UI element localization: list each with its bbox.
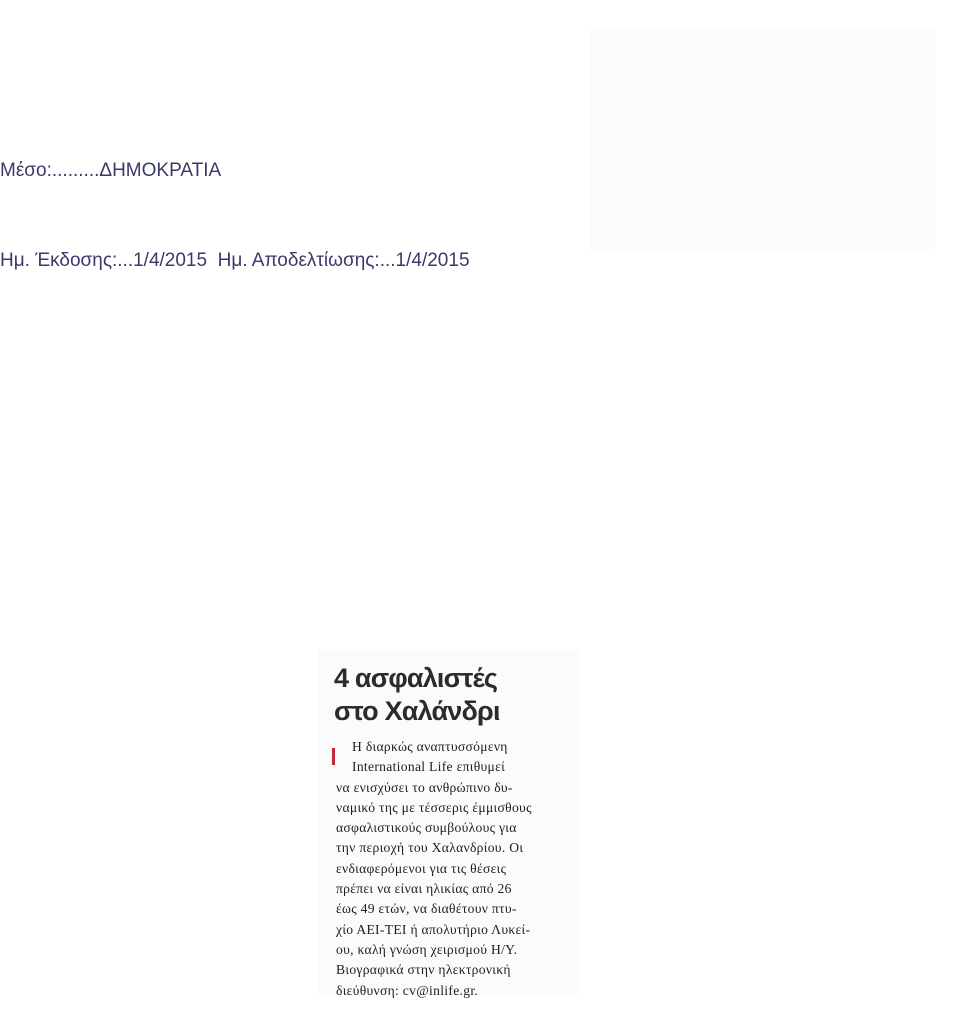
title-line-1: 4 ασφαλιστές [334, 663, 498, 693]
body-line: International Life επιθυμεί [352, 759, 506, 775]
dates-line: Ημ. Έκδοσης:...1/4/2015 Ημ. Αποδελτίωσης:...1/4/2015 [0, 250, 470, 271]
body-line: χίο ΑΕΙ-ΤΕΙ ή απολυτήριο Λυκεί- [336, 921, 531, 937]
body-line: να ενισχύσει το ανθρώπινο δυ- [336, 779, 513, 795]
source-line: Μέσο:.........ΔΗΜΟΚΡΑΤΙΑ [0, 160, 222, 181]
title-line-2: στο Χαλάνδρι [334, 696, 500, 726]
body-line: πρέπει να είναι ηλικίας από 26 [336, 881, 512, 897]
body-line: ασφαλιστικούς συμβούλους για [336, 820, 517, 836]
article-start-marker [332, 748, 335, 765]
faint-scan-area [590, 28, 935, 250]
body-line: ου, καλή γνώση χειρισμού Η/Υ. [336, 941, 518, 957]
body-line: έως 49 ετών, να διαθέτουν πτυ- [336, 901, 517, 917]
body-line: διεύθυνση: cv@inlife.gr. [336, 982, 479, 998]
body-line: ενδιαφερόμενοι για τις θέσεις [336, 860, 507, 876]
article-title [334, 662, 574, 728]
body-line: Βιογραφικά στην ηλεκτρονική [336, 962, 511, 978]
body-line: ναμικό της με τέσσερις έμμισθους [336, 799, 532, 815]
clipping-metadata [0, 96, 470, 306]
body-line: την περιοχή του Χαλανδρίου. Οι [336, 840, 524, 856]
article-body [336, 737, 580, 1001]
newspaper-clipping [318, 650, 580, 998]
body-line: Η διαρκώς αναπτυσσόμενη [352, 739, 508, 754]
